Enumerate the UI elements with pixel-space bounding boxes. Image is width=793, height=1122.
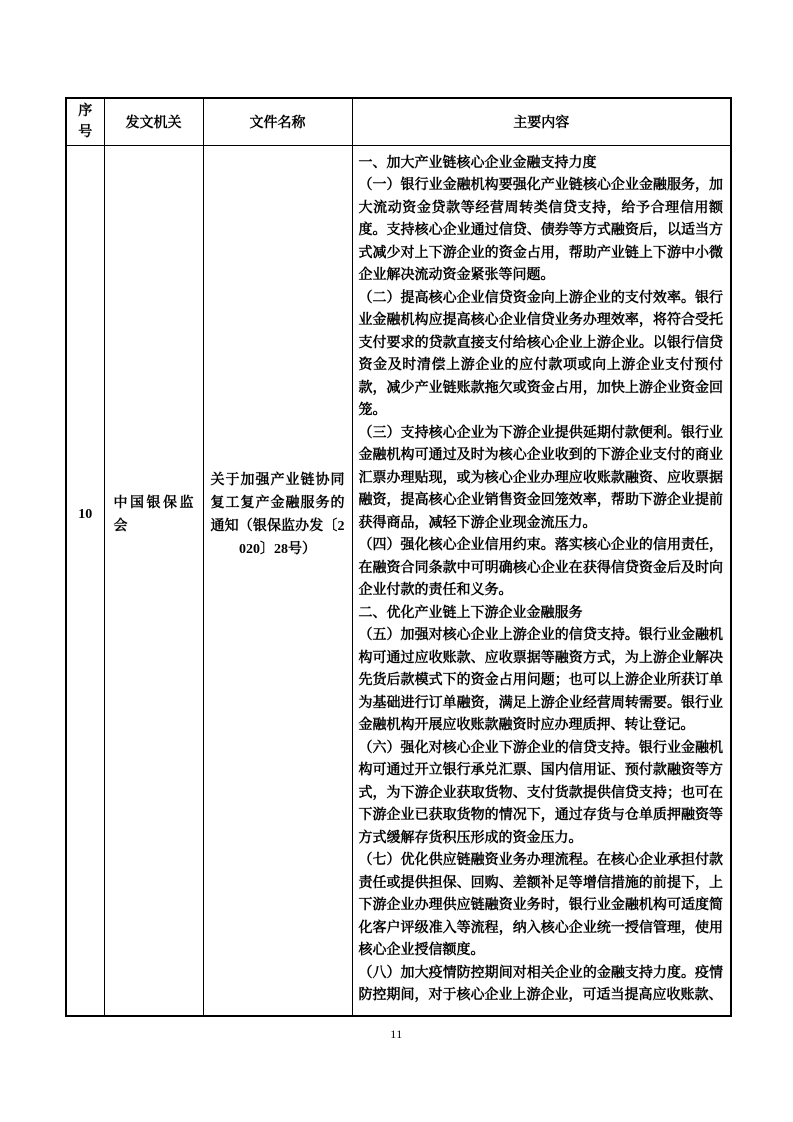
content-paragraph: （七）优化供应链融资业务办理流程。在核心企业承担付款责任或提供担保、回购、差额补足等增信措施的前提下，上下游企业办理供应链融资业务时，银行业金融机构可适度简化客户评级准入等流程，纳入核心企业统一授信管理，使用核心企业授信额度。: [358, 853, 723, 958]
header-row: [66, 98, 731, 145]
doc-title-value: 关于加强产业链协同复工复产金融服务的通知（银保监办发〔2020〕28号）: [210, 473, 345, 557]
main-content-block: [353, 146, 731, 1015]
page-number: 11: [390, 1027, 403, 1041]
content-paragraph: （八）加大疫情防控期间对相关企业的金融支持力度。疫情防控期间，对于核心企业上游企业，可适当提高应收账款、: [358, 965, 723, 1003]
content-paragraph: 一、加大产业链核心企业金融支持力度: [358, 155, 597, 171]
cell-doc-title: [203, 145, 352, 1016]
cell-agency: [104, 145, 203, 1016]
content-paragraph: （三）支持核心企业为下游企业提供延期付款便利。银行业金融机构可通过及时为核心企业收到的下游企业支付的商业汇票办理贴现，或为核心企业办理应收账款融资、应收票据融资，提高核心企业销售资金回笼效率，帮助下游企业提前获得商品，减轻下游企业现金流压力。: [358, 425, 723, 531]
header-main-content-label: 主要内容: [513, 115, 570, 131]
content-paragraph: （二）提高核心企业信贷资金向上游企业的支付效率。银行业金融机构应提高核心企业信贷业务办理效率，将符合受托支付要求的贷款直接支付给核心企业上游企业。以银行信贷资金及时清偿上游企业的应付款项或向上游企业支付预付款，减少产业链账款拖欠或资金占用，加快上游企业资金回笼。: [358, 290, 723, 418]
content-paragraph: （五）加强对核心企业上游企业的信贷支持。银行业金融机构可通过应收账款、应收票据等融资方式，为上游企业解决先货后款模式下的资金占用问题；也可以上游企业所获订单为基础进行订单融资，满足上游企业经营周转需要。银行业金融机构开展应收账款融资时应办理质押、转让登记。: [358, 628, 723, 733]
content-paragraph: （六）强化对核心企业下游企业的信贷支持。银行业金融机构可通过开立银行承兑汇票、国内信用证、预付款融资等方式，为下游企业获取货物、支付货款提供信贷支持；也可在下游企业已获取货物的情况下，通过存货与仓单质押融资等方式缓解存货积压形成的资金压力。: [358, 740, 723, 846]
header-seq: [66, 98, 104, 145]
header-agency: [104, 98, 203, 145]
seq-value: 10: [78, 507, 93, 522]
header-seq-label: 序号: [78, 103, 93, 140]
cell-main-content: [352, 145, 731, 1016]
content-paragraph: 二、优化产业链上下游企业金融服务: [358, 605, 583, 621]
content-paragraph: （四）强化核心企业信用约束。落实核心企业的信用责任，在融资合同条款中可明确核心企业在获得信贷资金后及时向企业付款的责任和义务。: [358, 538, 723, 598]
records-table: [65, 97, 732, 1017]
header-doc-title: [203, 98, 352, 145]
header-doc-title-label: 文件名称: [249, 115, 306, 131]
agency-value: 中国银保监会: [113, 496, 194, 534]
header-agency-label: 发文机关: [125, 115, 182, 131]
table-row: [66, 145, 731, 1016]
header-main-content: [352, 98, 731, 145]
content-paragraph: （一）银行业金融机构要强化产业链核心企业金融服务，加大流动资金贷款等经营周转类信贷支持，给予合理信用额度。支持核心企业通过信贷、债券等方式融资后，以适当方式减少对上下游企业的资金占用，帮助产业链上下游中小微企业解决流动资金紧张等问题。: [358, 178, 723, 283]
cell-seq: [66, 145, 104, 1016]
